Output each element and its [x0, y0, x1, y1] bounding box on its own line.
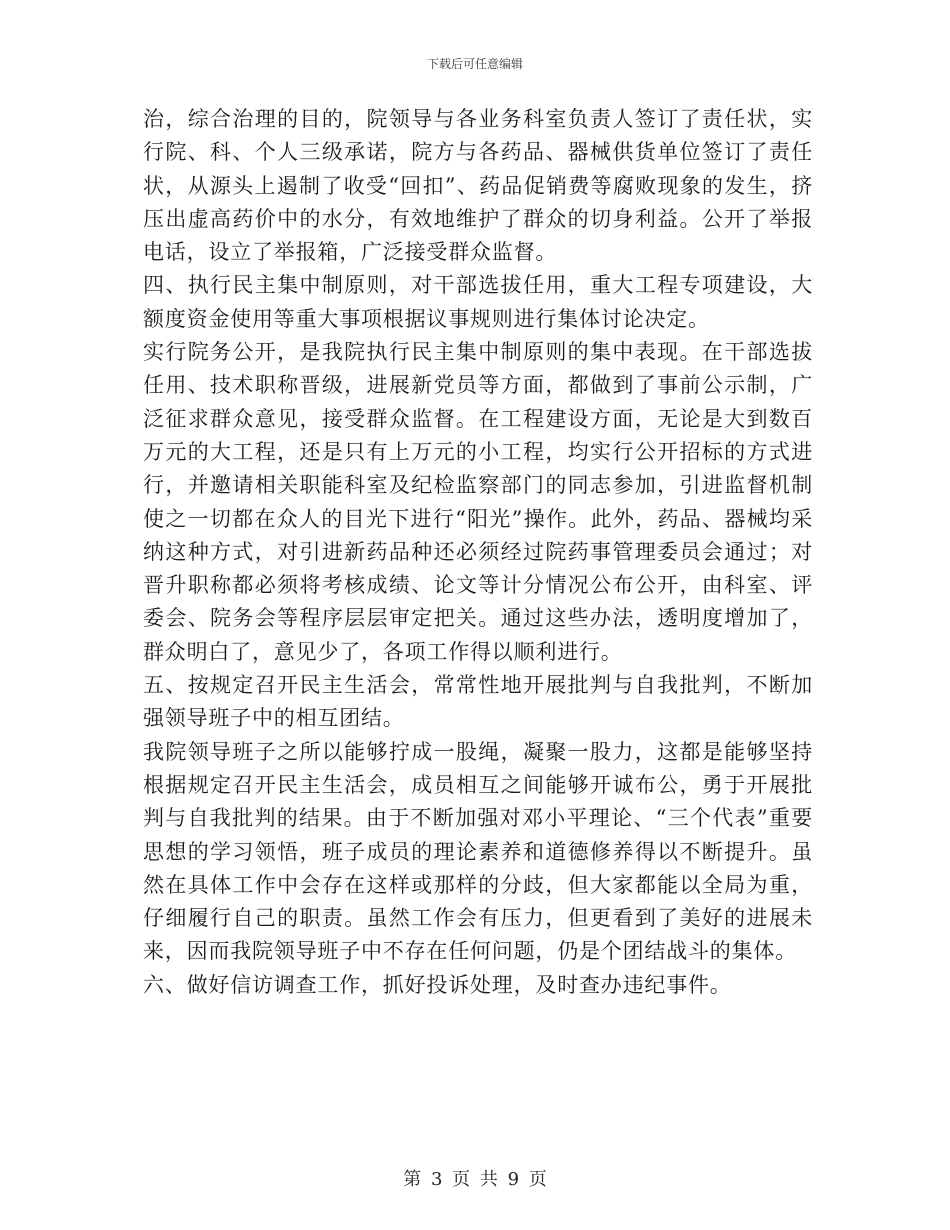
page-number: 第 3 页 共 9 页	[403, 1169, 547, 1190]
section-heading: 六、做好信访调查工作，抓好投诉处理，及时查办违纪事件。	[143, 972, 732, 997]
section-heading: 四、执行民主集中制原则，对干部选拔任用，重大工程专项建设，大额度资金使用等重大事项根据议事规则进行集体讨论决定。	[143, 273, 813, 331]
section-heading: 五、按规定召开民主生活会，常常性地开展批判与自我批判，不断加强领导班子中的相互团结。	[143, 673, 813, 731]
paragraph: 实行院务公开，是我院执行民主集中制原则的集中表现。在干部选拔任用、技术职称晋级，进展新党员等方面，都做到了事前公示制，广泛征求群众意见，接受群众监督。在工程建设方面，无论是大到数百万元的大工程，还是只有上万元的小工程，均实行公开招标的方式进行，并邀请相关职能科室及纪检监察部门的同志参加，引进监督机制使之一切都在众人的目光下进行“阳光”操作。此外，药品、器械均采纳这种方式，对引进新药品种还必须经过院药事管理委员会通过；对晋升职称都必须将考核成绩、论文等计分情况公布公开，由科室、评委会、院务会等程序层层审定把关。通过这些办法，透明度增加了，群众明白了，意见少了，各项工作得以顺利进行。	[143, 340, 813, 664]
paragraph: 治，综合治理的目的，院领导与各业务科室负责人签订了责任状，实行院、科、个人三级承诺，院方与各药品、器械供货单位签订了责任状，从源头上遏制了收受“回扣”、药品促销费等腐败现象的发生，挤压出虚高药价中的水分，有效地维护了群众的切身利益。公开了举报电话，设立了举报箱，广泛接受群众监督。	[143, 107, 813, 265]
document-body	[143, 103, 813, 1002]
page-header: 下载后可任意编辑	[426, 57, 523, 71]
paragraph: 我院领导班子之所以能够拧成一股绳，凝聚一股力，这都是能够坚持根据规定召开民主生活会，成员相互之间能够开诚布公，勇于开展批判与自我批判的结果。由于不断加强对邓小平理论、“三个代表”重要思想的学习领悟，班子成员的理论素养和道德修养得以不断提升。虽然在具体工作中会存在这样或那样的分歧，但大家都能以全局为重，仔细履行自己的职责。虽然工作会有压力，但更看到了美好的进展未来，因而我院领导班子中不存在任何问题，仍是个团结战斗的集体。	[143, 739, 813, 964]
